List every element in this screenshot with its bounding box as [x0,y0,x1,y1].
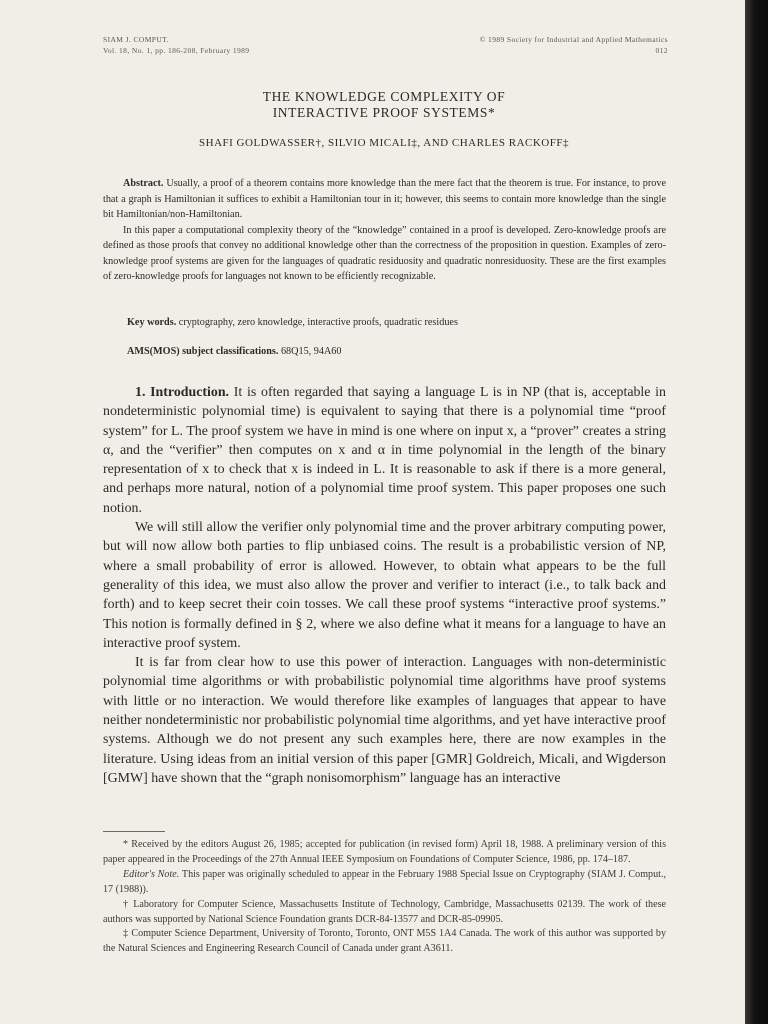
intro-paragraph-1 [103,383,666,518]
abstract-paragraph-2: In this paper a computational complexity theory of the “knowledge” contained in a proof is developed. Zero-knowledge proofs are defined as those proofs that convey no additional knowledge other than the correctness of the proposition in question. Examples of zero-knowledge proof systems are given for the languages of quadratic residuosity and quadratic nonresiduosity. These are the first examples of zero-knowledge proofs for languages not known to be efficiently recognizable. [103,224,666,282]
paper-title [100,89,668,121]
ams-classification [127,346,342,357]
abstract [103,176,666,285]
footnote-toronto: ‡ Computer Science Department, University of Toronto, Toronto, ONT M5S 1A4 Canada. The work of this author was supported by the Natural Sciences and Engineering Research Council of Canada under grant A3611. [103,928,666,955]
intro-text-1: It is often regarded that saying a language L is in NP (that is, acceptable in nondeterministic polynomial time) is equivalent to saying that there is a polynomial time “proof system” for L. The proof system we have in mind is one where on input x, a “prover” creates a string α, and the “verifier” then computes on x and α in time polynomial in the length of the binary representation of x to check that x is indeed in L. It is reasonable to ask if there is a more general, and perhaps more natural, notion of a polynomial time proof system. This paper proposes one such notion. [103,385,666,516]
keywords-label: Key words. [127,317,177,328]
footnotes [103,838,666,957]
copyright-line: © 1989 Society for Industrial and Applied Mathematics [479,35,668,44]
title-line-1: THE KNOWLEDGE COMPLEXITY OF [262,89,506,104]
scanner-edge [745,0,768,1024]
running-head-right [480,34,668,56]
editor-note-text: This paper was originally scheduled to appear in the February 1988 Special Issue on Cryptography (SIAM J. Comput., 17 (1988)). [103,868,666,895]
ams-text: 68Q15, 94A60 [280,346,342,357]
abstract-paragraph-1 [103,176,666,223]
intro-paragraph-2: We will still allow the verifier only polynomial time and the prover arbitrary computing power, but will now allow both parties to flip unbiased coins. The result is a probabilistic version of NP, where a small probability of error is allowed. However, to obtain what appears to be the full generality of this idea, we must also allow the prover and verifier to interact (i.e., to talk back and forth) and to keep secret their coin tosses. We call these proof systems “interactive proof systems.” This notion is formally defined in § 2, where we also define what it means for a language to have an interactive proof system. [103,520,666,651]
keywords-text: cryptography, zero knowledge, interactive proofs, quadratic residues [178,317,458,328]
abstract-text-1: Usually, a proof of a theorem contains more knowledge than the mere fact that the theorem is true. For instance, to prove that a graph is Hamiltonian it suffices to exhibit a Hamiltonian tour in it; however, this seems to contain more knowledge than the single bit Hamiltonian/non-Hamiltonian. [103,178,666,220]
abstract-label: Abstract. [123,178,164,189]
intro-paragraph-3: It is far from clear how to use this power of interaction. Languages with non-deterministic polynomial time algorithms or with probabilistic polynomial time algorithms have proof systems with little or no interaction. We would therefore like examples of languages that appear to have neither nondeterministic nor probabilistic polynomial time algorithms, and yet have interactive proof systems. Although we do not present any such examples here, there are now examples in the literature. Using ideas from an initial version of this paper [GMR] Goldreich, Micali, and Wigderson [GMW] have shown that the “graph nonisomorphism” language has an interactive [103,655,666,786]
editor-note-label: Editor's Note. [123,868,180,880]
footnote-received: * Received by the editors August 26, 1985; accepted for publication (in revised form) April 18, 1988. A preliminary version of this paper appeared in the Proceedings of the 27th Annual IEEE Symposium on Foundations of Computer Science, 1986, pp. 174–187. [103,839,666,865]
introduction-section [103,383,666,788]
running-head-left [103,34,249,56]
volume-info: Vol. 18, No. 1, pp. 186-208, February 1989 [103,46,250,55]
journal-name: SIAM J. COMPUT. [103,35,169,44]
footnote-mit: † Laboratory for Computer Science, Massachusetts Institute of Technology, Cambridge, Massachusetts 02139. The work of these authors was supported by National Science Foundation grants DCR-84-13577 and DCR-85-09905. [103,898,666,925]
title-line-2: INTERACTIVE PROOF SYSTEMS* [272,105,496,120]
keywords [127,317,458,328]
author-list: SHAFI GOLDWASSER†, SILVIO MICALI‡, AND CHARLES RACKOFF‡ [199,137,569,149]
footnote-rule [103,831,165,832]
footnote-editor-note [103,868,666,898]
article-number: 012 [655,46,668,55]
ams-label: AMS(MOS) subject classifications. [127,346,279,357]
section-heading: 1. Introduction. [135,385,230,400]
